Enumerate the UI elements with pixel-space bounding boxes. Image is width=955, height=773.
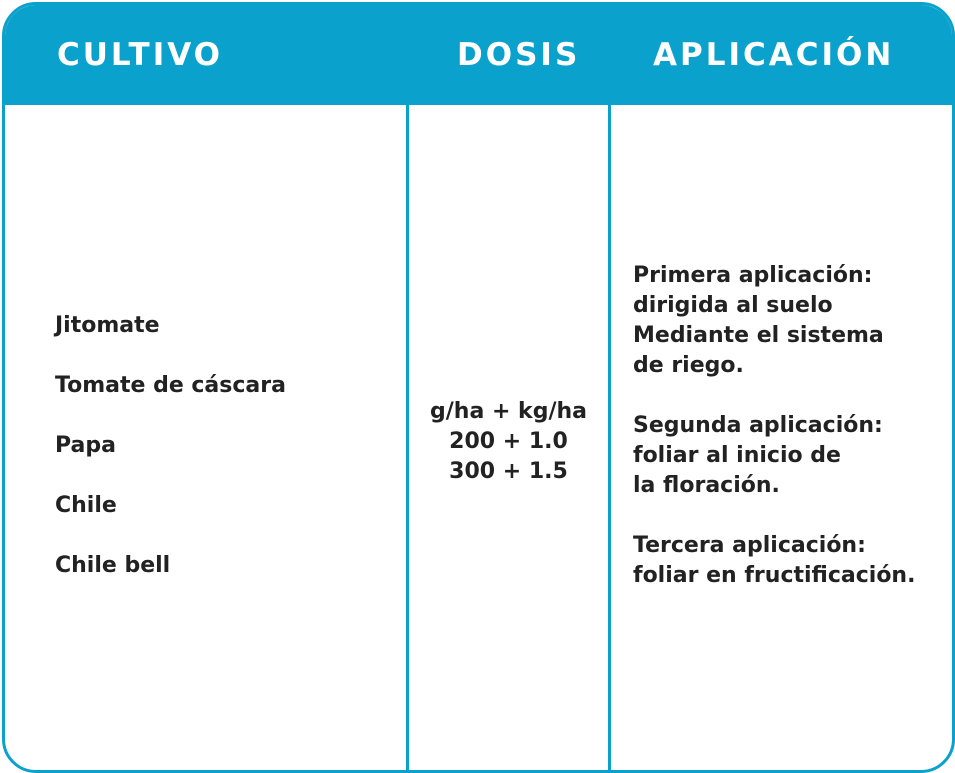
application-block xyxy=(633,531,915,591)
dose-value: 200 + 1.0 xyxy=(449,429,568,454)
application-line: la floración. xyxy=(633,473,780,498)
application-line: de riego. xyxy=(633,353,744,378)
aplicacion-column xyxy=(633,261,915,621)
dose-unit: g/ha + kg/ha xyxy=(430,399,587,424)
application-line: foliar al inicio de xyxy=(633,443,841,468)
application-block xyxy=(633,261,915,381)
crop-item: Tomate de cáscara xyxy=(55,373,286,398)
cultivo-column xyxy=(55,313,286,613)
application-line: dirigida al suelo xyxy=(633,293,833,318)
column-divider xyxy=(608,105,611,770)
dose-value: 300 + 1.5 xyxy=(449,459,568,484)
crop-item: Chile bell xyxy=(55,553,171,578)
dosage-table xyxy=(2,2,955,773)
header-cultivo: CULTIVO xyxy=(57,37,224,73)
application-line: Segunda aplicación: xyxy=(633,413,883,438)
application-line: Primera aplicación: xyxy=(633,263,873,288)
table-header xyxy=(5,5,952,105)
crop-item: Papa xyxy=(55,433,116,458)
crop-item: Chile xyxy=(55,493,117,518)
header-aplicacion: APLICACIÓN xyxy=(653,37,895,73)
crop-item: Jitomate xyxy=(55,313,160,338)
application-line: Mediante el sistema xyxy=(633,323,884,348)
header-dosis: DOSIS xyxy=(457,37,581,73)
dosis-column xyxy=(409,397,608,487)
application-line: Tercera aplicación: xyxy=(633,533,866,558)
application-block xyxy=(633,411,915,501)
application-line: foliar en fructificación. xyxy=(633,563,916,588)
